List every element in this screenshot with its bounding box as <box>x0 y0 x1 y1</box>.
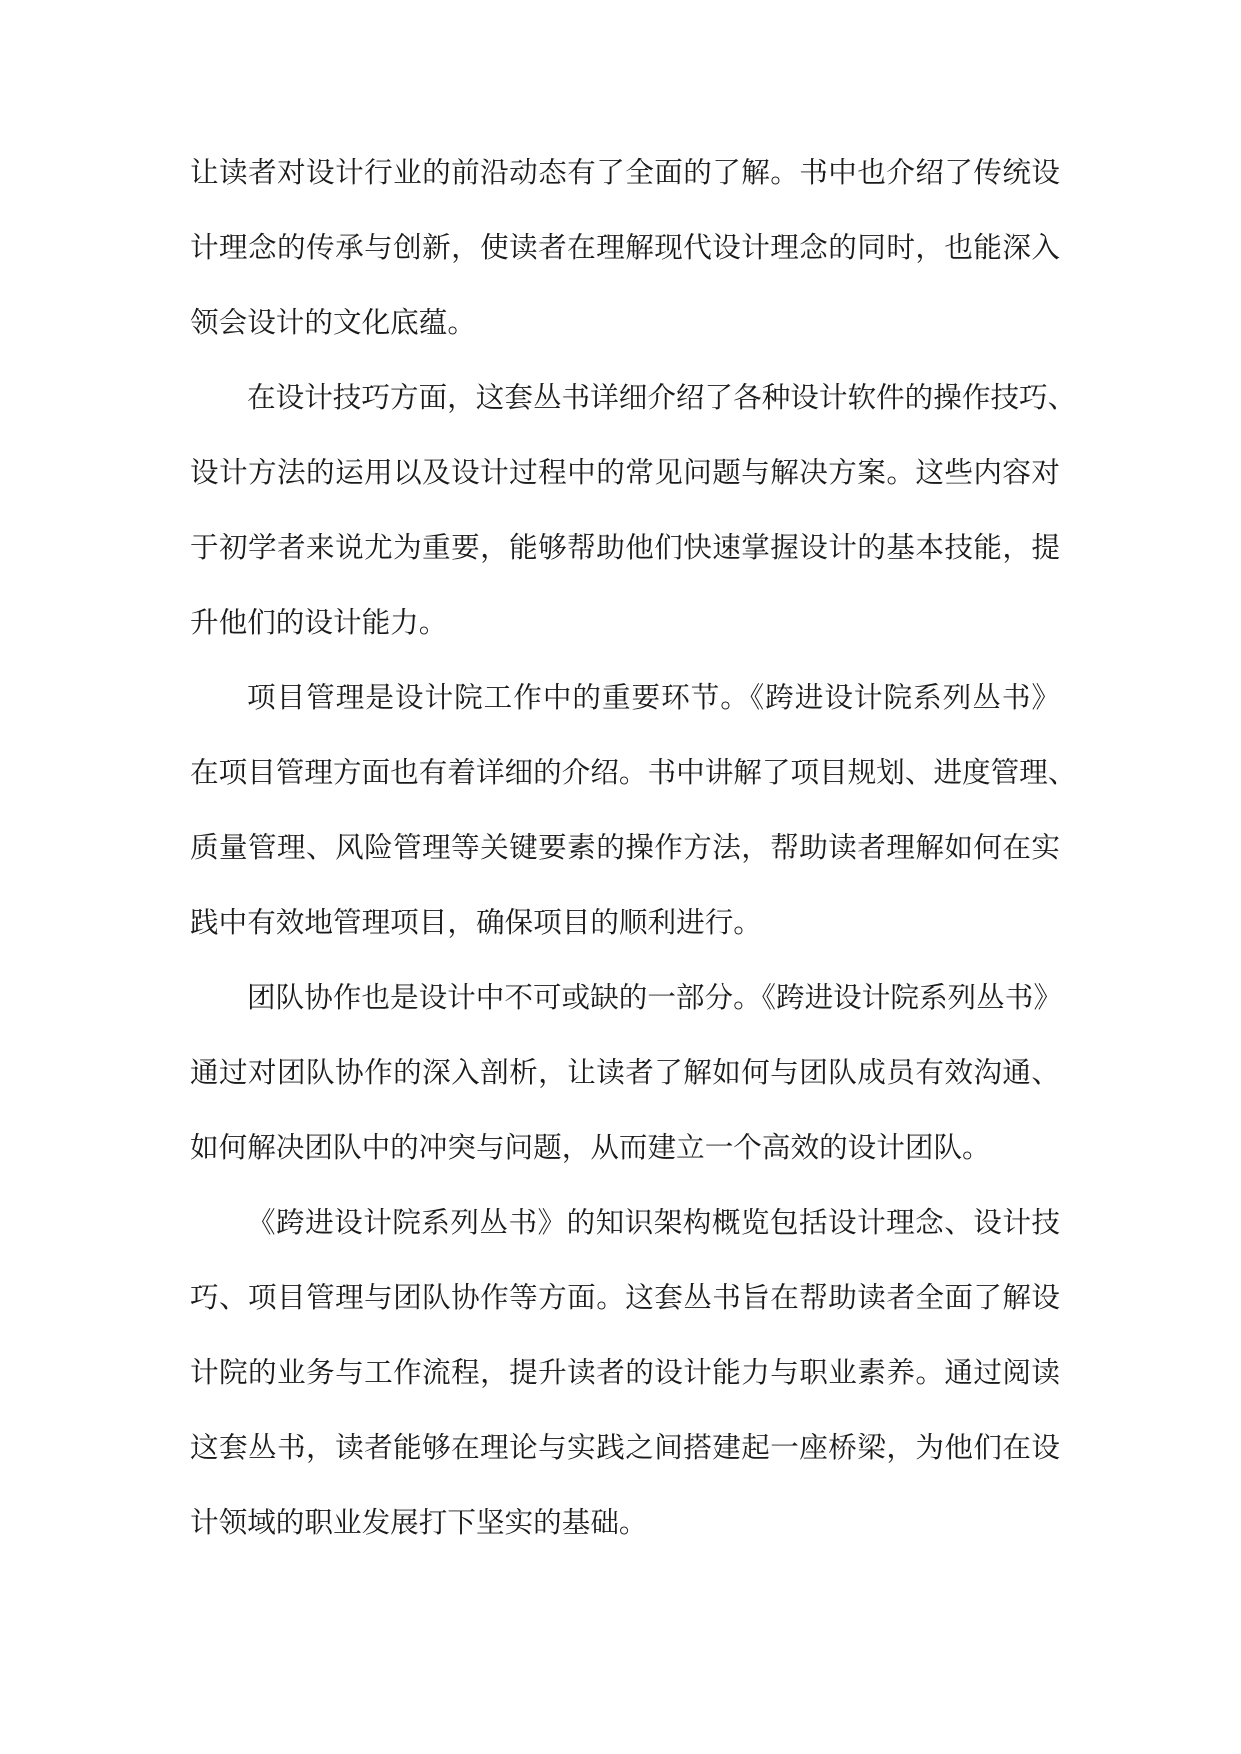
paragraph-4-line-3: 如何解决团队中的冲突与问题，从而建立一个高效的设计团队。 <box>190 1130 991 1164</box>
paragraph-1-line-2: 计理念的传承与创新，使读者在理解现代设计理念的同时，也能深入 <box>190 230 1060 264</box>
paragraph-4-line-1: 团队协作也是设计中不可或缺的一部分。《跨进设计院系列丛书》 <box>247 980 1062 1014</box>
paragraph-2-line-2: 设计方法的运用以及设计过程中的常见问题与解决方案。这些内容对 <box>190 455 1060 489</box>
paragraph-1-line-1: 让读者对设计行业的前沿动态有了全面的了解。书中也介绍了传统设 <box>190 155 1060 189</box>
paragraph-5-line-3: 计院的业务与工作流程，提升读者的设计能力与职业素养。通过阅读 <box>190 1355 1060 1389</box>
paragraph-3-line-4: 践中有效地管理项目，确保项目的顺利进行。 <box>190 905 762 939</box>
paragraph-2-line-4: 升他们的设计能力。 <box>190 605 448 639</box>
paragraph-1-line-3: 领会设计的文化底蕴。 <box>190 305 476 339</box>
paragraph-5-line-4: 这套丛书，读者能够在理论与实践之间搭建起一座桥梁，为他们在设 <box>190 1430 1060 1464</box>
paragraph-3-line-2: 在项目管理方面也有着详细的介绍。书中讲解了项目规划、进度管理、 <box>190 755 1077 789</box>
paragraph-4-line-2: 通过对团队协作的深入剖析，让读者了解如何与团队成员有效沟通、 <box>190 1055 1060 1089</box>
paragraph-3-line-1: 项目管理是设计院工作中的重要环节。《跨进设计院系列丛书》 <box>247 680 1060 714</box>
paragraph-2-line-3: 于初学者来说尤为重要，能够帮助他们快速掌握设计的基本技能，提 <box>190 530 1060 564</box>
paragraph-5-line-2: 巧、项目管理与团队协作等方面。这套丛书旨在帮助读者全面了解设 <box>190 1280 1060 1314</box>
paragraph-2-line-1: 在设计技巧方面，这套丛书详细介绍了各种设计软件的操作技巧、 <box>247 380 1077 414</box>
paragraph-3-line-3: 质量管理、风险管理等关键要素的操作方法，帮助读者理解如何在实 <box>190 830 1060 864</box>
paragraph-5-line-1: 《跨进设计院系列丛书》的知识架构概览包括设计理念、设计技 <box>247 1205 1060 1239</box>
paragraph-5-line-5: 计领域的职业发展打下坚实的基础。 <box>190 1505 648 1539</box>
